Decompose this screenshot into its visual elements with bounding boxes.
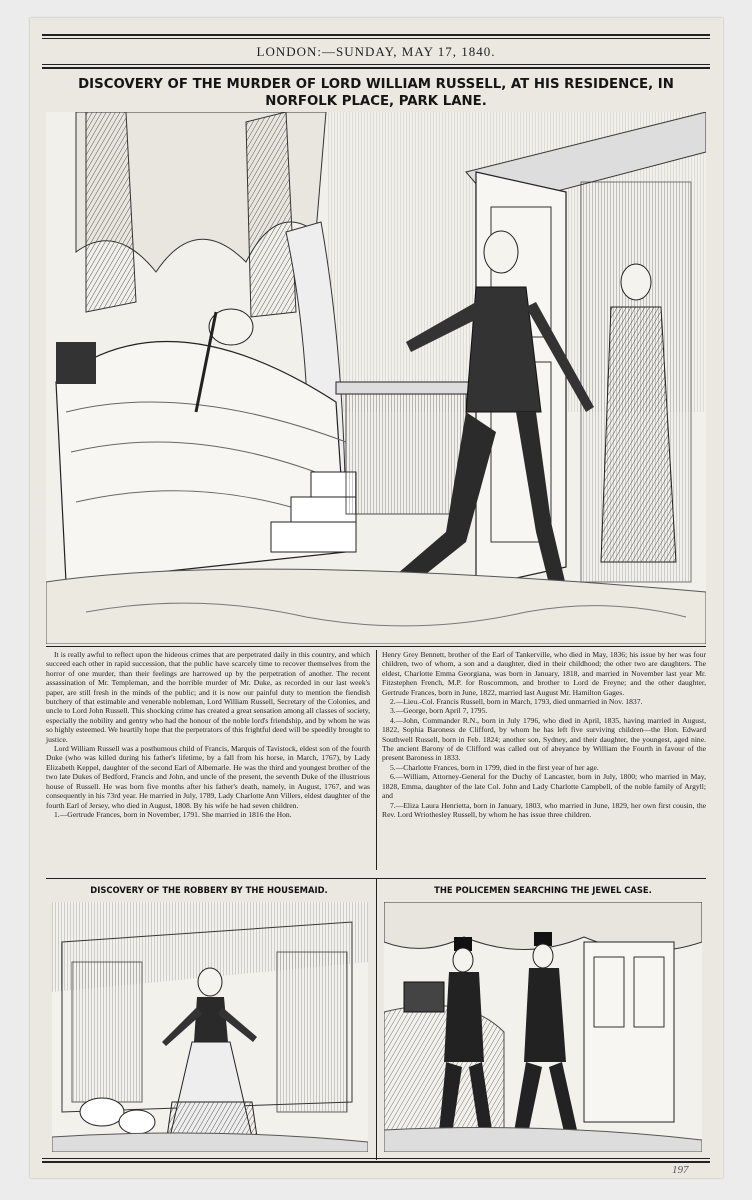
article-left-column	[46, 650, 370, 870]
column-divider	[376, 650, 377, 870]
article-right-column	[382, 650, 706, 870]
main-headline: DISCOVERY OF THE MURDER OF LORD WILLIAM RUSSELL, AT HIS RESIDENCE, IN NORFOLK PLACE, PARK LANE.	[78, 77, 674, 109]
article-right-paragraph-7: 7.—Eliza Laura Henrietta, born in January, 1803, who married in June, 1829, her own first cousin, the Rev. Lord Wriothesley Russell, by whom he has issue three children.	[382, 800, 706, 819]
article-right-paragraph-5: 5.—Charlotte Frances, born in 1799, died in the first year of her age.	[390, 762, 599, 772]
page-number: 197	[672, 1164, 689, 1176]
housemaid-engraving	[52, 902, 368, 1152]
policemen-engraving-art	[384, 902, 702, 1152]
article-right-paragraph-1: Henry Grey Bennett, brother of the Earl of Tankerville, who died in May, 1836; his issue by her was four children, two of whom, a son and a daughter, died in their childhood; the other two are daughters. The eldest, Charlotte Emma Georgiana, was born in January, 1818, and married in November last year Mr. Fitzstephen French, M.P. for Roscommon, and brother to Lord de Freyne; and the other daughter, Gertrude Frances, born in June, 1822, married last August Mr. Hamilton Gages.	[382, 650, 706, 697]
article-right-paragraph-3: 3.—George, born April 7, 1795.	[390, 706, 488, 716]
article-right-paragraph-6: 6.—William, Attorney-General for the Duchy of Lancaster, born in July, 1800; who married in May, 1828, Emma, daughter of the late Col. John and Lady Charlotte Campbell, of the noble family of Argyll; and	[382, 772, 706, 801]
article-left-paragraph-2: Lord William Russell was a posthumous child of Francis, Marquis of Tavistock, eldest son of the fourth Duke (who was killed during his father's lifetime, by a fall from his horse, in March, 1767), by Lady Elizabeth Keppel, daughter of the second Earl of Albemarle. He was the third and youngest brother of the two late Dukes of Bedford, Francis and John, and uncle of the present, the seventh Duke of the illustrious house of Russell. He was born five months after his father's death, namely, in August, 1767, and was consequently in his 73rd year. He married in July, 1789, Lady Charlotte Ann Villers, eldest daughter of the fourth Earl of Jersey, who died in August, 1808. By his wife he had seven children.	[46, 744, 370, 810]
article-top-rule	[46, 646, 706, 647]
article-left-paragraph-3: 1.—Gertrude Frances, born in November, 1791. She married in 1816 the Hon.	[54, 809, 292, 819]
article-right-paragraph-4: 4.—John, Commander R.N., born in July 1796, who died in April, 1835, having married in August, 1822, Sophia Baroness de Clifford, by whom he has left five surviving children—the Hon. Edward Southwell Russell, born in Feb. 1824; another son, Sydney, and their daughter, the youngest, aged nine. The ancient Barony of de Clifford was called out of abeyance by William the Fourth in favour of the present Baroness in 1833.	[382, 715, 706, 763]
bottom-rule-thin	[42, 1158, 710, 1159]
housemaid-engraving-art	[52, 902, 368, 1152]
masthead-dateline: LONDON:—SUNDAY, MAY 17, 1840.	[256, 44, 496, 59]
caption-right: THE POLICEMEN SEARCHING THE JEWEL CASE.	[434, 885, 652, 895]
bottom-rule-thick	[42, 1161, 710, 1163]
masthead-rule-thick	[42, 67, 710, 69]
top-rule-thick	[42, 34, 710, 36]
article-left-paragraph-1: It is really awful to reflect upon the hideous crimes that are perpetrated daily in this country, and which succeed each other in rapid succession, that the public have scarcely time to recover themselves from the horror of one murder, than their feelings are harrowed up by the perpetration of another. The recent assassination of Mr. Templeman, and the horrible murder of Mr. Duke, as recorded in our last week's paper, are still fresh in the minds of the public; and it is now our painful duty to mention the fiendish butchery of that estimable and venerable nobleman, Lord William Russell, Secretary of the Colonies, and uncle to Lord John Russell. This shocking crime has created a great sensation among all classes of society, especially the nobility and gentry who had the honour of the noble lord's friendship, and by whom he was so highly esteemed. We heartily hope that the perpetrators of this frightful deed will be speedily brought to justice.	[46, 650, 371, 744]
main-engraving-art	[46, 112, 706, 644]
top-rule-thin	[42, 38, 710, 39]
policemen-engraving	[384, 902, 702, 1152]
lower-column-divider	[376, 878, 377, 1160]
article-right-paragraph-2: 2.—Lieu.-Col. Francis Russell, born in March, 1793, died unmarried in Nov. 1837.	[390, 697, 643, 707]
masthead-rule-thin	[42, 64, 710, 65]
caption-left: DISCOVERY OF THE ROBBERY BY THE HOUSEMAID.	[90, 885, 328, 895]
main-engraving	[46, 112, 706, 644]
